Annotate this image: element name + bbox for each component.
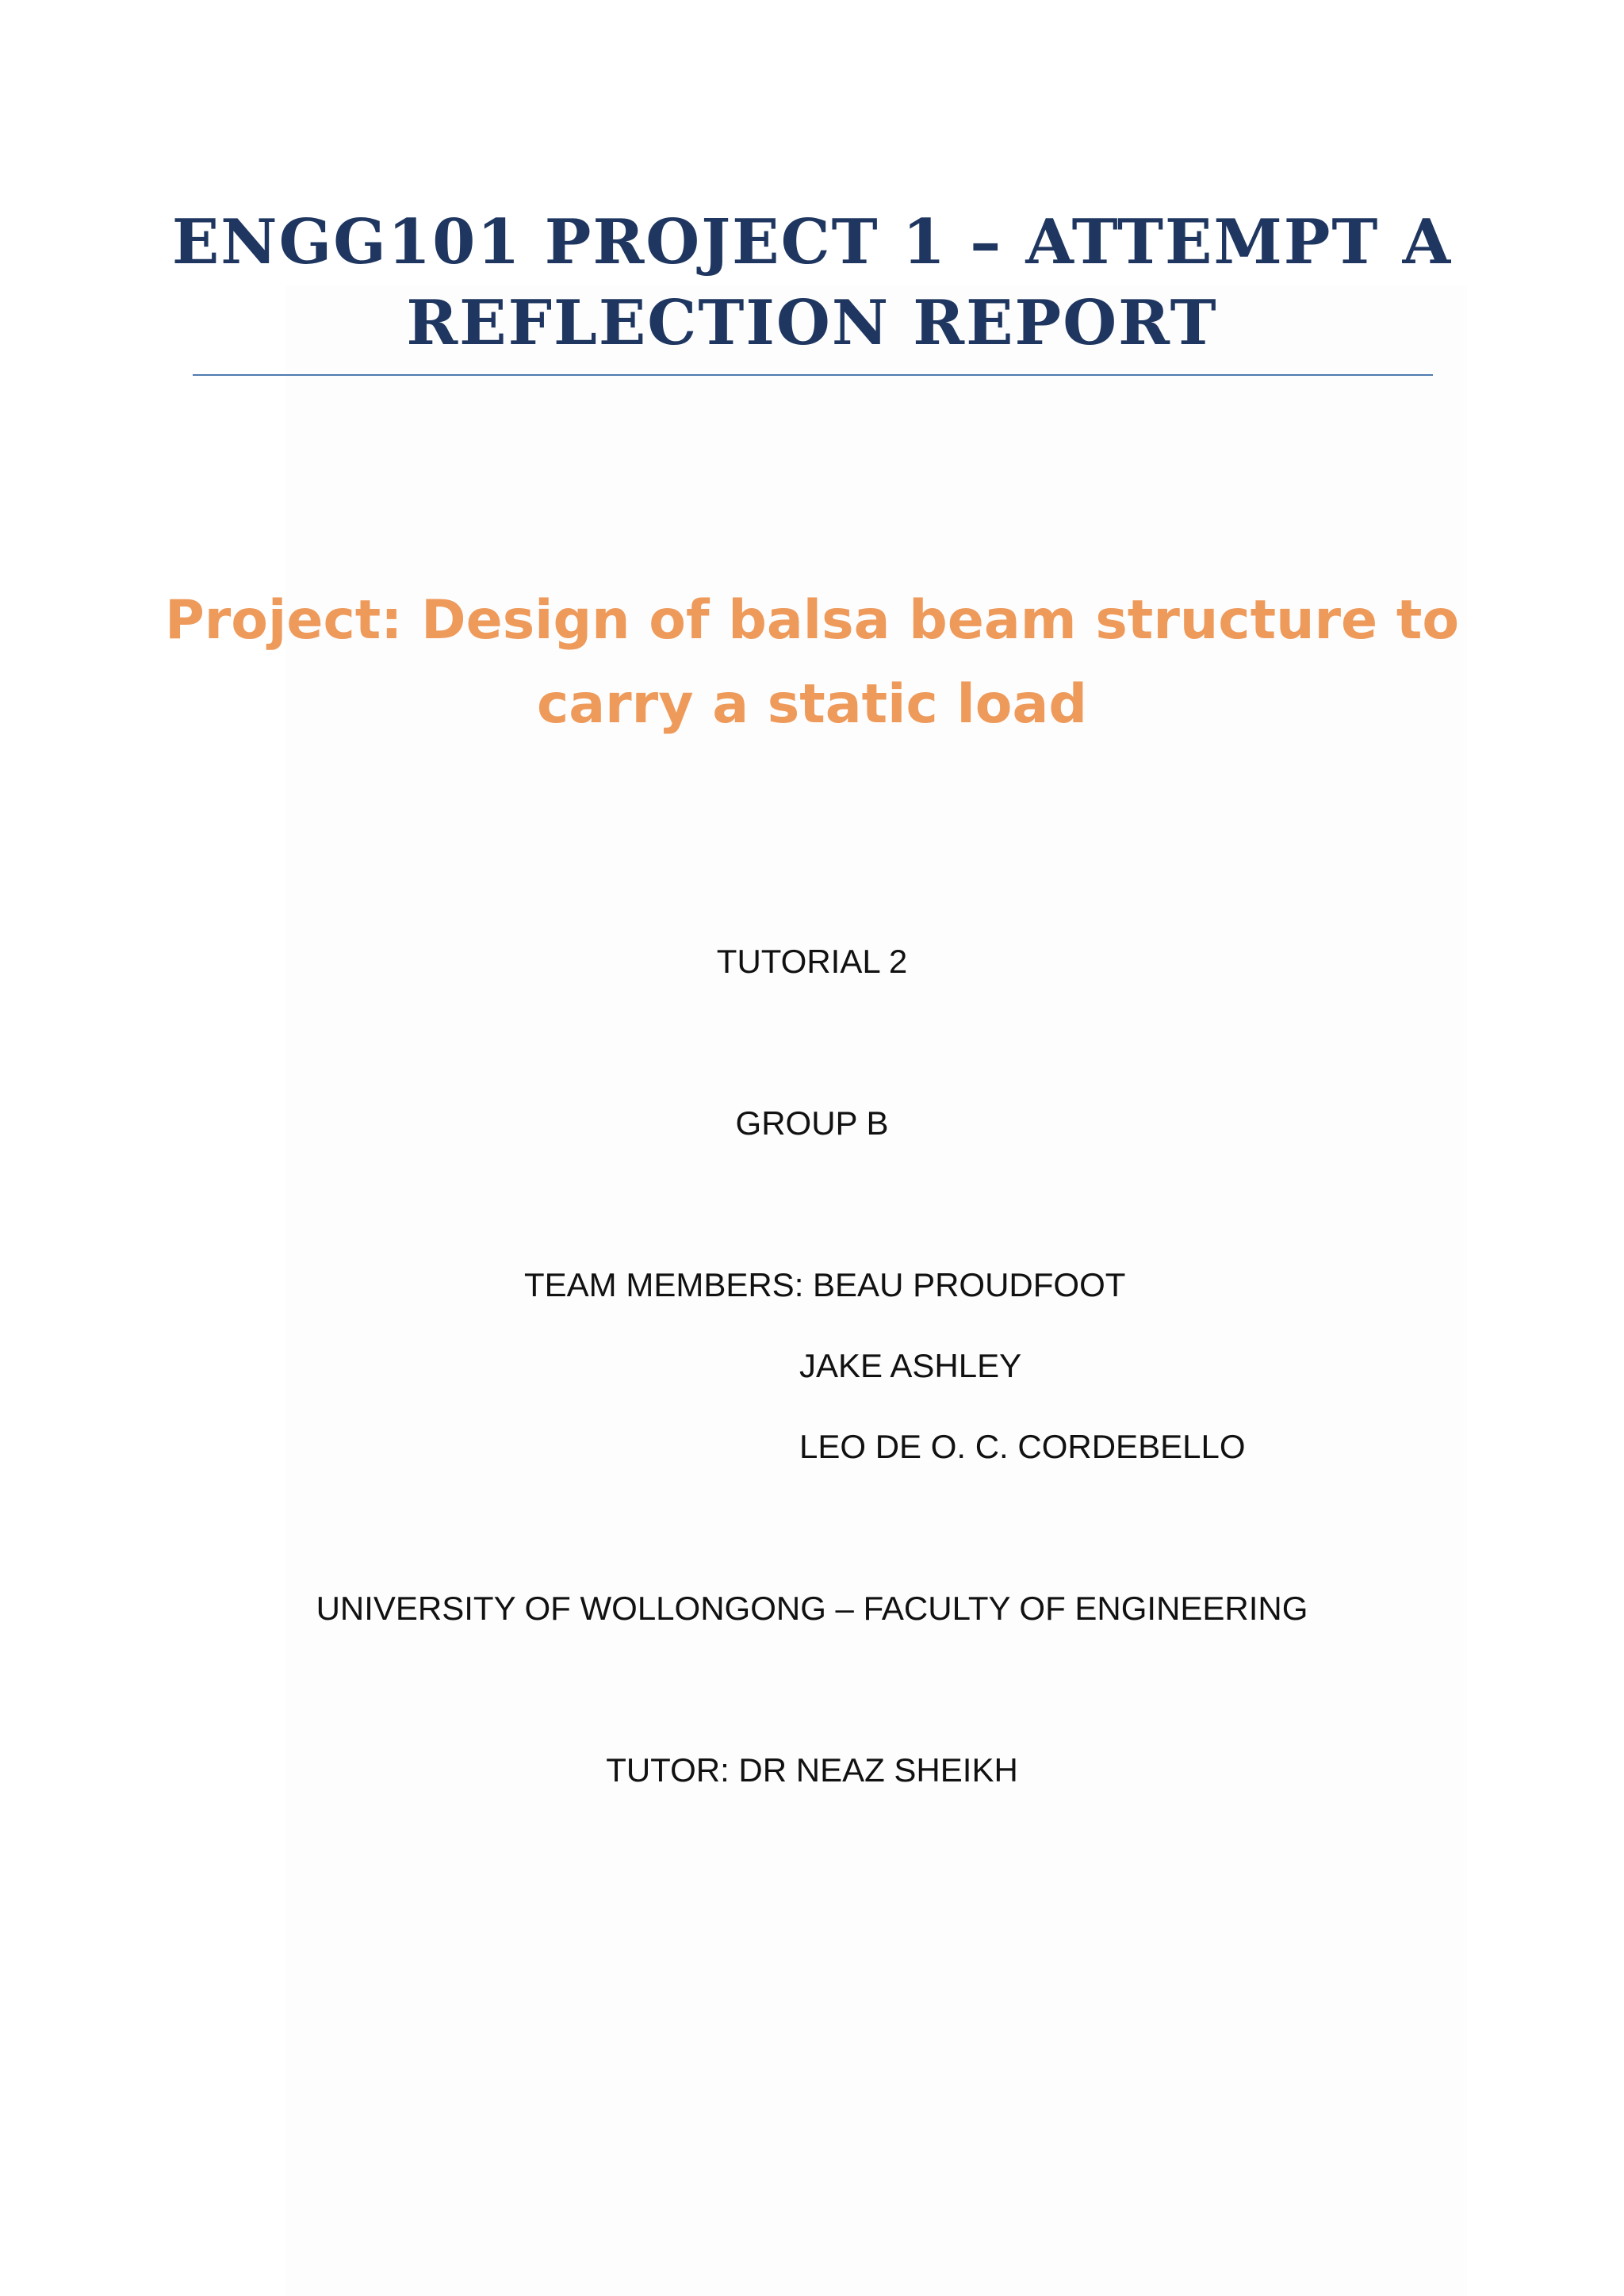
group-label: GROUP B — [735, 1104, 889, 1142]
project-subtitle-line-2: carry a static load — [536, 673, 1088, 736]
team-members-line: TEAM MEMBERS: BEAU PROUDFOOT — [524, 1266, 1126, 1303]
report-title-line-1: ENGG101 PROJECT 1 – ATTEMPT A — [171, 206, 1453, 278]
report-title-line-2: REFLECTION REPORT — [406, 287, 1218, 359]
project-subtitle-line-1: Project: Design of balsa beam structure to — [164, 589, 1460, 652]
team-member-name: JAKE ASHLEY — [799, 1347, 1022, 1384]
tutorial-label: TUTORIAL 2 — [716, 943, 908, 980]
team-member-name: LEO DE O. C. CORDEBELLO — [799, 1428, 1246, 1465]
university-label: UNIVERSITY OF WOLLONGONG – FACULTY OF ENGINEERING — [316, 1590, 1308, 1627]
tutor-label: TUTOR: DR NEAZ SHEIKH — [606, 1751, 1018, 1789]
title-underline — [193, 374, 1433, 376]
